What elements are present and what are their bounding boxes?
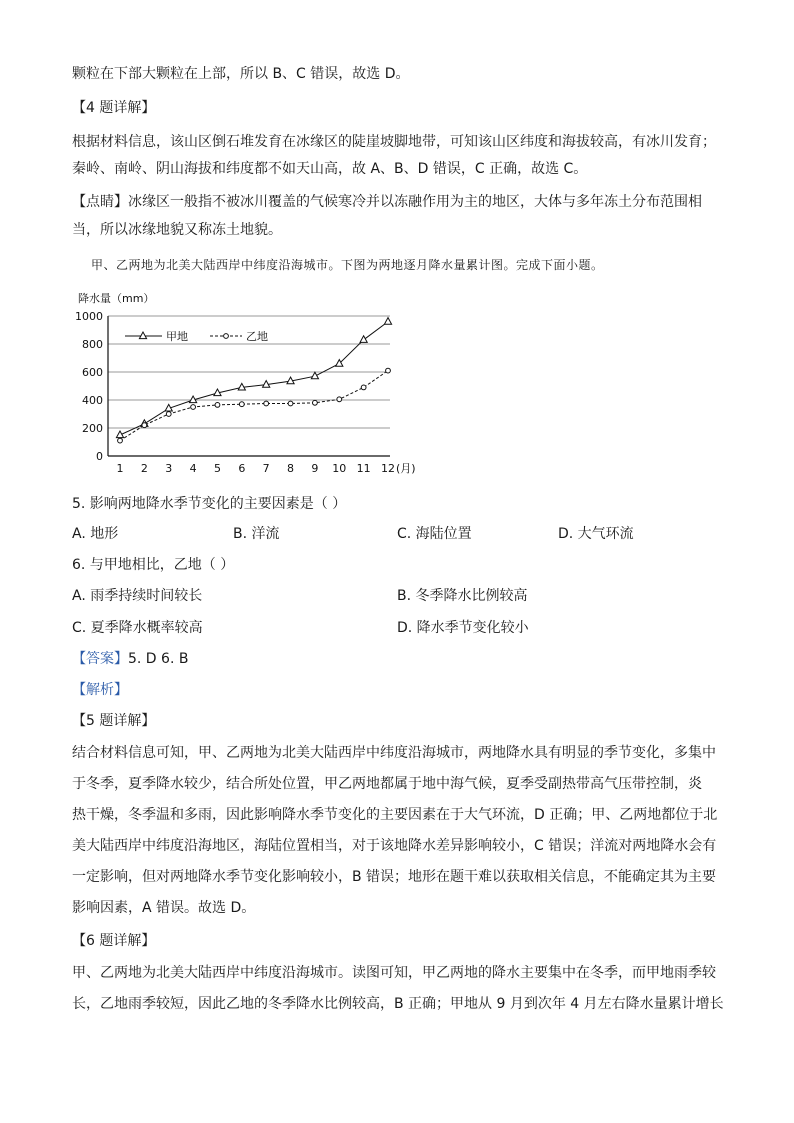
chart-caption: 甲、乙两地为北美大陆西岸中纬度沿海城市。下图为两地逐月降水量累计图。完成下面小题。 [91, 258, 604, 272]
x-tick-label: 1 [116, 462, 124, 475]
q5-option-c[interactable]: C. 海陆位置 [397, 526, 472, 542]
legend-marker-1 [139, 332, 146, 339]
data-point [360, 336, 367, 343]
x-tick-label: 6 [238, 462, 246, 475]
legend-label-2: 乙地 [246, 330, 268, 343]
x-tick-label: 2 [140, 462, 148, 475]
series-line-2 [120, 371, 388, 441]
data-point [386, 368, 391, 373]
q5-stem: 5. 影响两地降水季节变化的主要因素是（ ） [72, 496, 347, 512]
data-point [384, 318, 391, 325]
y-tick-label: 1000 [75, 310, 103, 323]
y-tick-label: 600 [82, 366, 103, 379]
q6-option-a[interactable]: A. 雨季持续时间较长 [72, 588, 203, 604]
tip-line: 当，所以冰缘地貌又称冻土地貌。 [72, 222, 282, 238]
data-point [361, 385, 366, 390]
answer-label: 【答案】 [72, 651, 128, 667]
q6-option-c[interactable]: C. 夏季降水概率较高 [72, 620, 203, 636]
q5-option-b[interactable]: B. 洋流 [233, 526, 280, 542]
q6-detail-line: 甲、乙两地为北美大陆西岸中纬度沿海城市。读图可知，甲乙两地的降水主要集中在冬季，而甲地雨季较 [72, 965, 716, 981]
q5-detail-header: 【5 题详解】 [72, 713, 156, 729]
q5-detail-line: 热干燥，冬季温和多雨，因此影响降水季节变化的主要因素在于大气环流，D 正确；甲、乙两地都位于北 [72, 807, 718, 823]
q6-option-d[interactable]: D. 降水季节变化较小 [397, 620, 529, 636]
data-point [166, 412, 171, 417]
data-point [288, 401, 293, 406]
data-point [264, 401, 269, 406]
y-tick-label: 200 [82, 422, 103, 435]
q6-option-b[interactable]: B. 冬季降水比例较高 [397, 588, 528, 604]
q5-detail-line: 于冬季，夏季降水较少，结合所处位置，甲乙两地都属于地中海气候，夏季受副热带高气压带控制，炎 [72, 776, 702, 792]
data-point [311, 372, 318, 379]
data-point [313, 400, 318, 405]
q4-detail-header: 【4 题详解】 [72, 100, 156, 116]
data-point [118, 438, 123, 443]
q4-detail-line: 秦岭、南岭、阴山海拔和纬度都不如天山高，故 A、B、D 错误，C 正确，故选 C。 [72, 161, 588, 177]
data-point [337, 397, 342, 402]
data-point [191, 405, 196, 410]
x-tick-label: 5 [213, 462, 221, 475]
answer-text: 5. D 6. B [128, 651, 189, 667]
precipitation-chart [70, 286, 430, 478]
q5-option-a[interactable]: A. 地形 [72, 526, 119, 542]
answer-line [72, 649, 188, 669]
x-tick-label: 10 [332, 462, 347, 475]
data-point [239, 402, 244, 407]
tip-line: 【点睛】冰缘区一般指不被冰川覆盖的气候寒冷并以冻融作用为主的地区，大体与多年冻土分布范围相 [72, 194, 702, 210]
x-tick-label: 7 [262, 462, 270, 475]
x-tick-label: 12 [381, 462, 395, 475]
y-axis-label: 降水量（mm） [78, 292, 155, 305]
x-tick-label: 11 [356, 462, 371, 475]
legend-label-1: 甲地 [166, 330, 188, 343]
x-tick-label: 8 [287, 462, 295, 475]
q4-detail-line: 根据材料信息，该山区倒石堆发育在冰缘区的陡崖坡脚地带，可知该山区纬度和海拔较高，有冰川发育； [72, 134, 716, 150]
q6-detail-header: 【6 题详解】 [72, 933, 156, 949]
analysis-label: 【解析】 [72, 682, 128, 698]
q5-detail-line: 结合材料信息可知，甲、乙两地为北美大陆西岸中纬度沿海城市，两地降水具有明显的季节变化，多集中 [72, 745, 716, 761]
y-tick-label: 0 [96, 450, 103, 463]
q5-detail-line: 一定影响，但对两地降水季节变化影响较小，B 错误；地形在题干难以获取相关信息，不能确定其为主要 [72, 869, 717, 885]
legend-marker-2 [224, 334, 229, 339]
q5-option-d[interactable]: D. 大气环流 [558, 526, 634, 542]
x-tick-label: 3 [165, 462, 173, 475]
q5-detail-line: 美大陆西岸中纬度沿海地区，海陆位置相当，对于该地降水差异影响较小，C 错误；洋流对两地降水会有 [72, 838, 717, 854]
q6-detail-line: 长，乙地雨季较短，因此乙地的冬季降水比例较高，B 正确；甲地从 9 月到次年 4 月左右降水量累计增长 [72, 996, 724, 1012]
data-point [142, 423, 147, 428]
x-tick-label: 4 [189, 462, 197, 475]
q5-detail-line: 影响因素，A 错误。故选 D。 [72, 900, 256, 916]
x-tick-label: 9 [311, 462, 319, 475]
y-tick-label: 800 [82, 338, 103, 351]
y-tick-label: 400 [82, 394, 103, 407]
x-axis-unit: (月) [396, 462, 416, 475]
q6-stem: 6. 与甲地相比，乙地（ ） [72, 557, 235, 573]
data-point [215, 403, 220, 408]
paragraph-line: 颗粒在下部大颗粒在上部，所以 B、C 错误，故选 D。 [72, 66, 410, 82]
